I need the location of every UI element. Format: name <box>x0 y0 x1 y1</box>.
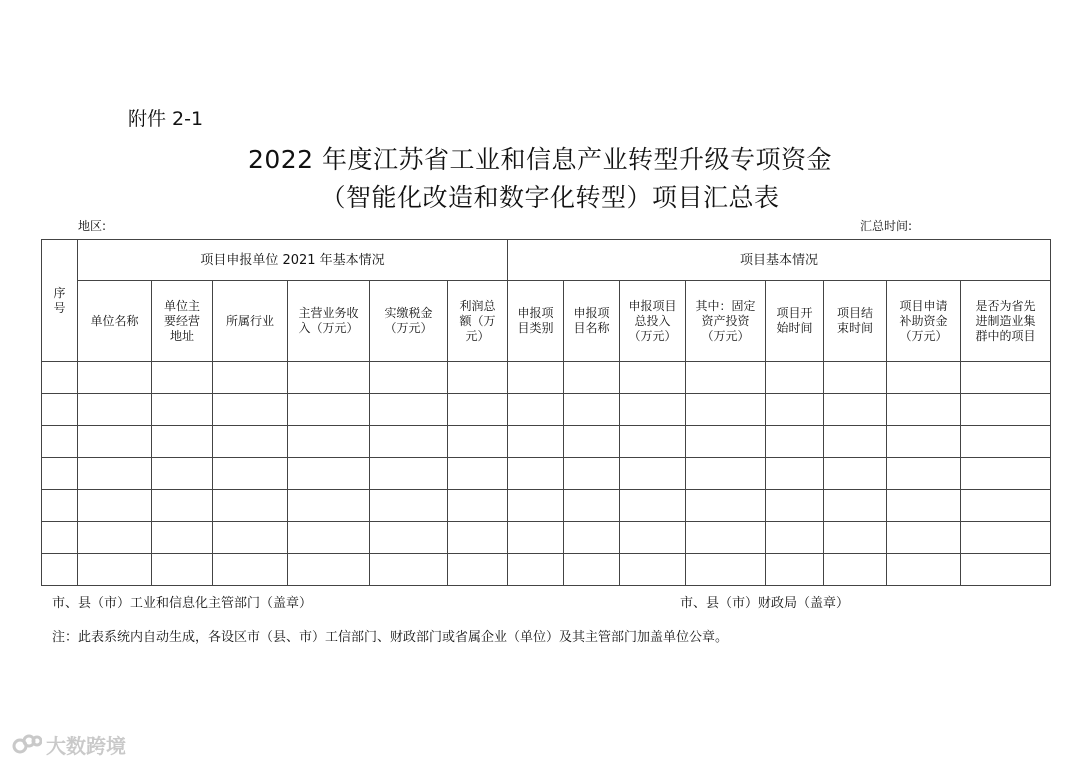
column-header: 申报项 目名称 <box>564 281 620 362</box>
table-cell <box>42 490 78 522</box>
table-cell <box>887 522 961 554</box>
table-cell <box>766 490 824 522</box>
table-cell <box>564 426 620 458</box>
table-cell <box>78 458 152 490</box>
header-group-project: 项目基本情况 <box>508 240 1051 281</box>
table-cell <box>78 490 152 522</box>
column-header: 单位名称 <box>78 281 152 362</box>
table-cell <box>620 458 686 490</box>
table-cell <box>620 554 686 586</box>
table-cell <box>448 490 508 522</box>
table-cell <box>448 362 508 394</box>
table-cell <box>824 490 887 522</box>
table-cell <box>961 362 1051 394</box>
table-cell <box>686 522 766 554</box>
table-cell <box>824 426 887 458</box>
table-cell <box>152 522 213 554</box>
footer-industry-dept-seal: 市、县（市）工业和信息化主管部门（盖章） <box>52 596 313 611</box>
table-cell <box>213 490 288 522</box>
table-cell <box>288 522 370 554</box>
table-cell <box>288 362 370 394</box>
table-cell <box>370 522 448 554</box>
table-cell <box>370 554 448 586</box>
column-header: 其中：固定 资产投资 （万元） <box>686 281 766 362</box>
table-cell <box>564 554 620 586</box>
table-cell <box>961 458 1051 490</box>
column-header: 单位主 要经营 地址 <box>152 281 213 362</box>
watermark <box>12 730 126 759</box>
table-cell <box>78 362 152 394</box>
attachment-label: 附件 2-1 <box>128 108 204 130</box>
table-cell <box>564 362 620 394</box>
column-header: 实缴税金 （万元） <box>370 281 448 362</box>
table-cell <box>824 458 887 490</box>
watermark-text: 大数跨境 <box>46 734 126 758</box>
table-cell <box>766 522 824 554</box>
table-cell <box>370 362 448 394</box>
table-cell <box>766 554 824 586</box>
document-title-line-2: （智能化改造和数字化转型）项目汇总表 <box>320 183 780 212</box>
table-cell <box>42 362 78 394</box>
table-cell <box>961 490 1051 522</box>
table-cell <box>508 426 564 458</box>
table-cell <box>152 394 213 426</box>
table-cell <box>370 490 448 522</box>
header-seq: 序 号 <box>42 240 78 362</box>
table-cell <box>824 522 887 554</box>
table-cell <box>42 458 78 490</box>
table-cell <box>686 426 766 458</box>
table-cell <box>370 458 448 490</box>
table-cell <box>961 426 1051 458</box>
table-cell <box>288 426 370 458</box>
footer-finance-bureau-seal: 市、县（市）财政局（盖章） <box>680 596 850 611</box>
table-cell <box>42 426 78 458</box>
table-cell <box>152 458 213 490</box>
document-title-line-1: 2022 年度江苏省工业和信息产业转型升级专项资金 <box>247 145 833 174</box>
table-cell <box>152 426 213 458</box>
table-row <box>42 362 1051 394</box>
table-cell <box>448 458 508 490</box>
table-cell <box>288 394 370 426</box>
table-cell <box>766 458 824 490</box>
header-group-applicant: 项目申报单位 2021 年基本情况 <box>78 240 508 281</box>
table-cell <box>42 522 78 554</box>
column-header: 所属行业 <box>213 281 288 362</box>
watermark-logo-icon <box>12 732 42 758</box>
table-cell <box>564 394 620 426</box>
column-header: 项目结 束时间 <box>824 281 887 362</box>
table-cell <box>887 458 961 490</box>
table-cell <box>824 554 887 586</box>
table-cell <box>766 394 824 426</box>
table-cell <box>213 458 288 490</box>
table-cell <box>508 458 564 490</box>
table-cell <box>508 522 564 554</box>
summary-table <box>41 239 1051 586</box>
table-cell <box>686 394 766 426</box>
table-cell <box>508 394 564 426</box>
table-cell <box>213 362 288 394</box>
table-cell <box>508 362 564 394</box>
table-cell <box>766 362 824 394</box>
table-cell <box>824 362 887 394</box>
table-cell <box>961 522 1051 554</box>
table-cell <box>961 394 1051 426</box>
region-label: 地区: <box>78 219 107 233</box>
table-cell <box>152 362 213 394</box>
table-cell <box>887 362 961 394</box>
table-cell <box>288 458 370 490</box>
table-cell <box>620 394 686 426</box>
table-cell <box>686 362 766 394</box>
table-cell <box>766 426 824 458</box>
table-cell <box>564 522 620 554</box>
table-cell <box>78 522 152 554</box>
table-row <box>42 522 1051 554</box>
table-cell <box>213 394 288 426</box>
table-row <box>42 490 1051 522</box>
table-cell <box>508 554 564 586</box>
column-header: 项目申请 补助资金 （万元） <box>887 281 961 362</box>
table-cell <box>686 554 766 586</box>
table-cell <box>78 394 152 426</box>
table-cell <box>448 426 508 458</box>
table-cell <box>508 490 564 522</box>
column-header: 利润总 额（万 元） <box>448 281 508 362</box>
table-cell <box>213 554 288 586</box>
column-header: 项目开 始时间 <box>766 281 824 362</box>
table-cell <box>370 394 448 426</box>
table-cell <box>288 490 370 522</box>
table-cell <box>686 458 766 490</box>
footnote: 注：此表系统内自动生成，各设区市（县、市）工信部门、财政部门或省属企业（单位）及其主管部门加盖单位公章。 <box>52 630 729 645</box>
table-cell <box>152 554 213 586</box>
table-cell <box>213 426 288 458</box>
table-cell <box>620 490 686 522</box>
column-header: 是否为省先 进制造业集 群中的项目 <box>961 281 1051 362</box>
table-cell <box>620 362 686 394</box>
table-cell <box>887 394 961 426</box>
table-cell <box>887 426 961 458</box>
table-row <box>42 458 1051 490</box>
summary-time-label: 汇总时间: <box>860 219 913 233</box>
table-cell <box>213 522 288 554</box>
table-cell <box>78 426 152 458</box>
table-cell <box>448 522 508 554</box>
column-header: 申报项目 总投入 （万元） <box>620 281 686 362</box>
table-cell <box>448 554 508 586</box>
table-cell <box>564 490 620 522</box>
table-row <box>42 554 1051 586</box>
column-header: 申报项 目类别 <box>508 281 564 362</box>
table-cell <box>288 554 370 586</box>
table-cell <box>961 554 1051 586</box>
table-row <box>42 426 1051 458</box>
table-cell <box>564 458 620 490</box>
table-row <box>42 394 1051 426</box>
table-cell <box>152 490 213 522</box>
table-cell <box>78 554 152 586</box>
column-header: 主营业务收 入（万元） <box>288 281 370 362</box>
table-cell <box>42 394 78 426</box>
table-cell <box>370 426 448 458</box>
table-cell <box>620 426 686 458</box>
table-cell <box>887 554 961 586</box>
table-cell <box>887 490 961 522</box>
table-cell <box>448 394 508 426</box>
table-cell <box>686 490 766 522</box>
table-cell <box>42 554 78 586</box>
table-cell <box>824 394 887 426</box>
table-cell <box>620 522 686 554</box>
